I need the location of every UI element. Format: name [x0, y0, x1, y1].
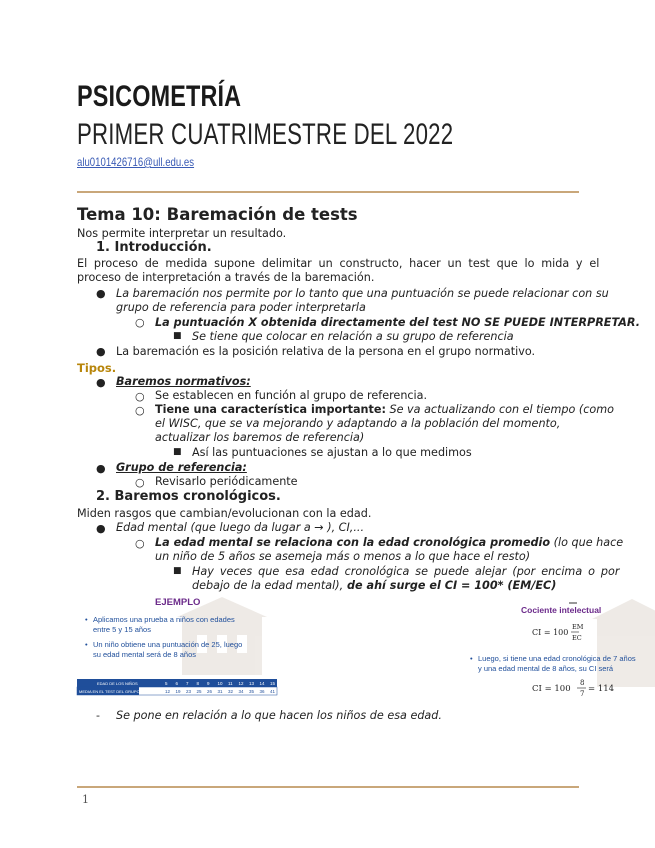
figure-text: entre 5 y 15 años — [93, 625, 151, 634]
bullet-text: Edad mental (que luego da lugar a → ), CI,... — [116, 521, 365, 534]
formula-lhs: CI = 100 — [532, 628, 569, 637]
bullet-text: Hay veces que esa edad cronológica se puede alejar (por encima o por — [192, 565, 620, 578]
bullet-text: Grupo de referencia: — [116, 461, 247, 474]
bullet-pre: debajo de la edad mental), — [192, 579, 344, 592]
table-row-label: EDAD DE LOS NIÑOS — [97, 681, 138, 686]
bullet-dot-icon: ● — [96, 522, 106, 535]
table-cell: 34 — [238, 689, 244, 694]
bullet-circle-icon: ○ — [135, 476, 145, 489]
bullet-dot-icon: ● — [96, 376, 106, 389]
table-cell: 32 — [228, 689, 234, 694]
table-cell: 13 — [249, 681, 255, 686]
formula2-lhs: CI = 100 — [532, 684, 571, 694]
formula-den: EC — [572, 634, 582, 642]
document-title: PSICOMETRÍA — [77, 80, 242, 113]
bullet-text: La baremación nos permite por lo tanto que una puntuación se puede relacionar con su — [116, 287, 609, 300]
table-cell: 6 — [175, 681, 179, 686]
bullet-dot-icon: ● — [96, 287, 106, 300]
table-cell: 35 — [249, 689, 255, 694]
bullet-square-icon: ■ — [173, 331, 182, 341]
table-cell: 36 — [259, 689, 265, 694]
figure-bullet-icon: • — [470, 654, 473, 663]
intro-paragraph-line1: El proceso de medida supone delimitar un constructo, hacer un test que lo mida y el — [77, 257, 600, 270]
bullet-text: Revisarlo periódicamente — [155, 475, 298, 488]
figure-text: Un niño obtiene una puntuación de 25, luego — [93, 640, 243, 649]
table-cell: 5 — [165, 681, 168, 686]
bullet-circle-icon: ○ — [135, 316, 145, 329]
bullet-text: Así las puntuaciones se ajustan a lo que medimos — [192, 446, 472, 459]
bullet-dot-icon: ● — [96, 345, 106, 358]
figure-text: Luego, si tiene una edad cronológica de 7 años — [478, 654, 636, 663]
section-intro: Nos permite interpretar un resultado. — [77, 227, 287, 240]
footer-divider — [77, 786, 579, 788]
bullet-text: La puntuación X obtenida directamente del test NO SE PUEDE INTERPRETAR. — [155, 316, 640, 329]
formula2-den: 7 — [580, 690, 585, 698]
formula-num: EM — [572, 623, 584, 631]
bullet-circle-icon: ○ — [135, 404, 145, 417]
bullet-text: La baremación es la posición relativa de la persona en el grupo normativo. — [116, 345, 536, 358]
table-cell: 11 — [228, 681, 233, 686]
intro-paragraph-line2: proceso de interpretación a través de la baremación. — [77, 271, 375, 284]
bullet-text: actualizar los baremos de referencia) — [155, 431, 365, 444]
figure-text: su edad mental será de 8 años — [93, 650, 196, 659]
bullet-bold: La edad mental se relaciona con la edad cronológica promedio — [155, 536, 551, 549]
bullet-text — [155, 536, 623, 550]
bullet-text — [192, 579, 556, 593]
bullet-text: el WISC, que se va mejorando y adaptando a la población del momento, — [155, 417, 561, 430]
watermark-building-icon — [177, 597, 267, 675]
table-cell: 10 — [217, 681, 223, 686]
dash-bullet-icon: - — [96, 709, 100, 722]
table-cell: 23 — [186, 689, 192, 694]
bullet-text: Baremos normativos: — [116, 375, 251, 388]
figure-ejemplo-label: EJEMPLO — [155, 597, 201, 608]
bullet-text: grupo de referencia para poder interpretarla — [116, 301, 366, 314]
table-cell: 31 — [217, 689, 223, 694]
figure-bullet-icon: • — [85, 615, 88, 624]
table-row-label: MEDIA EN EL TEST DEL GRUPO — [79, 689, 140, 694]
formula2-num: 8 — [580, 679, 585, 687]
tipos-label: Tipos. — [77, 361, 117, 375]
table-cell: 8 — [196, 681, 200, 686]
table-cell: 7 — [186, 681, 189, 686]
heading-introduccion: 1. Introducción. — [96, 240, 212, 255]
watermark-building-icon — [592, 599, 655, 687]
formula2-result: = 114 — [588, 684, 615, 694]
example-figure — [77, 595, 636, 698]
bullet-rest: (lo que hace — [550, 536, 624, 549]
cociente-title: Cociente intelectual — [521, 605, 602, 615]
bullet-bold: de ahí surge el CI = 100* (EM/EC) — [343, 579, 557, 592]
bullet-dot-icon: ● — [96, 462, 106, 475]
email-link[interactable]: alu0101426716@ull.edu.es — [77, 155, 195, 169]
heading-baremos-cronologicos: 2. Baremos cronológicos. — [96, 489, 281, 504]
figure-text: y una edad mental de 8 años, su CI será — [478, 664, 614, 673]
bullet-text — [155, 403, 614, 417]
table-cell: 41 — [270, 689, 276, 694]
bullet-text: un niño de 5 años se asemeja más o menos a lo que hace el resto) — [155, 550, 531, 563]
table-cell: 12 — [165, 689, 171, 694]
figure-bullet-icon: • — [85, 640, 88, 649]
document-subtitle: PRIMER CUATRIMESTRE DEL 2022 — [77, 118, 454, 151]
table-cell: 26 — [207, 689, 213, 694]
table-cell: 25 — [196, 689, 202, 694]
table-cell: 15 — [270, 681, 276, 686]
table-cell: 12 — [238, 681, 244, 686]
bullet-rest: Se va actualizando con el tiempo (como — [385, 403, 615, 416]
section-title: Tema 10: Baremación de tests — [77, 205, 358, 224]
table-cell: 19 — [175, 689, 181, 694]
table-cell: 14 — [259, 681, 265, 686]
bullet-text: Se establecen en función al grupo de referencia. — [155, 389, 428, 402]
bullet-bold: Tiene una característica importante: — [155, 403, 386, 416]
figure-text: Aplicamos una prueba a niños con edades — [93, 615, 235, 624]
bullet-square-icon: ■ — [173, 447, 182, 457]
bullet-square-icon: ■ — [173, 566, 182, 576]
bullet-circle-icon: ○ — [135, 390, 145, 403]
footnote-text: Se pone en relación a lo que hacen los niños de esa edad. — [116, 709, 442, 722]
s2-intro: Miden rasgos que cambian/evolucionan con la edad. — [77, 507, 372, 520]
top-divider — [77, 191, 579, 193]
bullet-circle-icon: ○ — [135, 537, 145, 550]
bullet-text: Se tiene que colocar en relación a su grupo de referencia — [192, 330, 514, 343]
page-number: 1 — [82, 793, 89, 806]
table-cell: 9 — [207, 681, 210, 686]
